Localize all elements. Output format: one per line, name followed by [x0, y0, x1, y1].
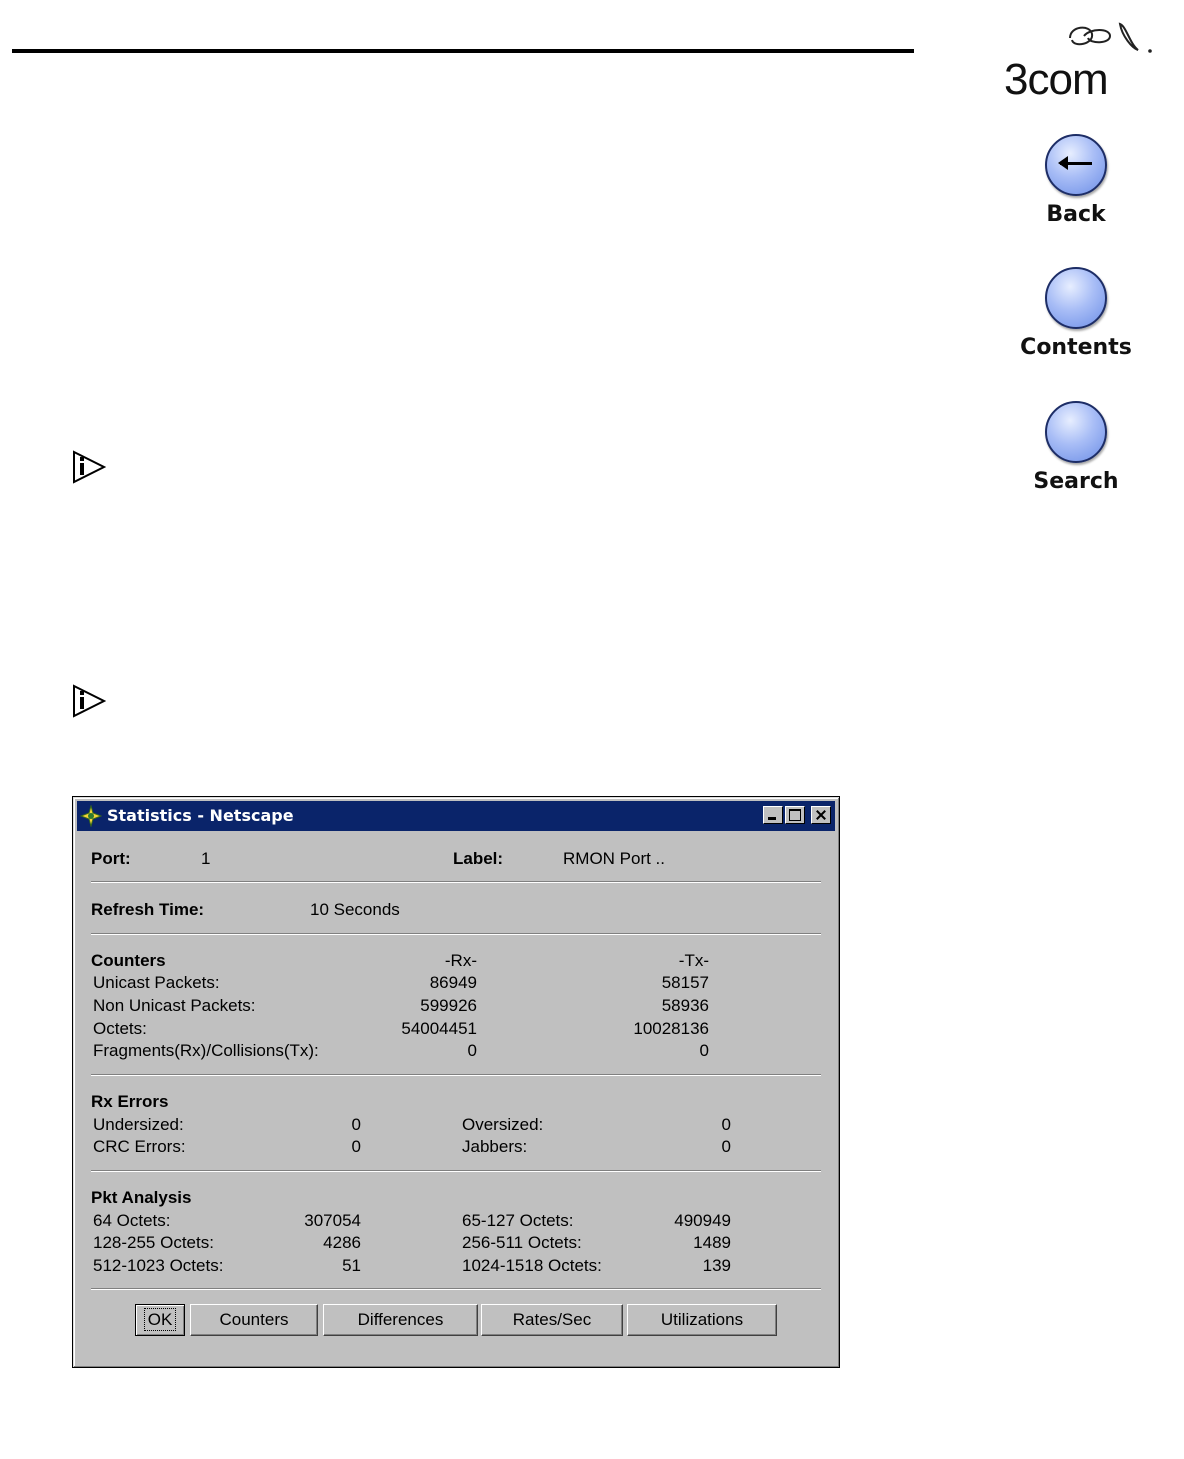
- divider: [91, 1074, 821, 1076]
- info-note-icon: [72, 684, 106, 718]
- divider: [91, 1288, 821, 1290]
- contents-label: Contents: [1020, 335, 1132, 360]
- label-label: Label:: [453, 849, 504, 868]
- pkt-value: 4286: [323, 1233, 361, 1252]
- logo-text: 3com: [1004, 55, 1108, 104]
- rx-errors-heading: Rx Errors: [91, 1092, 169, 1111]
- pkt-value: 139: [702, 1256, 731, 1275]
- rates-sec-button[interactable]: Rates/Sec: [481, 1304, 623, 1336]
- rx-error-value: 0: [721, 1115, 731, 1134]
- counters-heading: Counters: [91, 951, 166, 970]
- counter-rx-value: 599926: [420, 996, 477, 1015]
- pkt-analysis-heading: Pkt Analysis: [91, 1188, 192, 1207]
- divider: [91, 881, 821, 883]
- rx-error-value: 0: [721, 1137, 731, 1156]
- counter-rx-value: 0: [467, 1041, 477, 1060]
- counter-label: Octets:: [93, 1019, 147, 1038]
- pkt-label: 64 Octets:: [93, 1211, 171, 1230]
- minimize-icon[interactable]: [763, 806, 783, 824]
- pkt-value: 307054: [304, 1211, 361, 1230]
- label-value: RMON Port ..: [563, 849, 666, 868]
- ok-button[interactable]: [135, 1304, 185, 1336]
- 3com-logo-mark-icon: [1060, 18, 1155, 58]
- 3com-logo: [1000, 18, 1160, 108]
- search-button[interactable]: [1006, 401, 1146, 494]
- port-label: Port:: [91, 849, 131, 868]
- refresh-time-value: 10 Seconds: [310, 900, 400, 919]
- counter-rx-value: 54004451: [401, 1019, 477, 1038]
- pkt-label: 512-1023 Octets:: [93, 1256, 224, 1275]
- divider: [91, 933, 821, 935]
- window-title: Statistics - Netscape: [107, 806, 294, 825]
- back-arrow-icon: [1045, 134, 1107, 196]
- contents-button[interactable]: [1006, 267, 1146, 360]
- top-rule: [12, 49, 914, 53]
- info-note-icon: [72, 450, 106, 484]
- counters-button[interactable]: Counters: [190, 1304, 318, 1336]
- counter-label: Unicast Packets:: [93, 973, 220, 992]
- statistics-window: [72, 796, 840, 1368]
- back-label: Back: [1046, 202, 1106, 227]
- search-orb-icon: [1045, 401, 1107, 463]
- pkt-label: 1024-1518 Octets:: [462, 1256, 602, 1275]
- counter-tx-value: 58936: [661, 996, 709, 1015]
- counter-label: Non Unicast Packets:: [93, 996, 256, 1015]
- pkt-value: 1489: [693, 1233, 731, 1252]
- rx-error-value: 0: [351, 1137, 361, 1156]
- counter-tx-value: 10028136: [633, 1019, 709, 1038]
- contents-orb-icon: [1045, 267, 1107, 329]
- divider: [91, 1170, 821, 1172]
- search-label: Search: [1033, 469, 1119, 494]
- pkt-label: 256-511 Octets:: [462, 1233, 582, 1252]
- ok-button-label: OK: [144, 1308, 177, 1331]
- window-titlebar[interactable]: [77, 801, 835, 831]
- pkt-value: 490949: [674, 1211, 731, 1230]
- differences-button[interactable]: Differences: [323, 1304, 478, 1336]
- back-button[interactable]: [1006, 134, 1146, 227]
- port-value: 1: [201, 849, 211, 868]
- tx-header: -Tx-: [678, 951, 709, 970]
- rx-error-label: Undersized:: [93, 1115, 184, 1134]
- rx-error-label: Oversized:: [462, 1115, 544, 1134]
- refresh-time-label: Refresh Time:: [91, 900, 205, 919]
- close-icon[interactable]: [811, 806, 831, 824]
- rx-error-label: Jabbers:: [462, 1137, 528, 1156]
- maximize-icon[interactable]: [785, 806, 805, 824]
- counter-tx-value: 0: [699, 1041, 709, 1060]
- utilizations-button[interactable]: Utilizations: [627, 1304, 777, 1336]
- rx-error-value: 0: [351, 1115, 361, 1134]
- netscape-icon: [80, 805, 102, 827]
- pkt-label: 128-255 Octets:: [93, 1233, 214, 1252]
- counter-rx-value: 86949: [429, 973, 477, 992]
- rx-error-label: CRC Errors:: [93, 1137, 186, 1156]
- counter-tx-value: 58157: [661, 973, 709, 992]
- pkt-value: 51: [342, 1256, 361, 1275]
- rx-header: -Rx-: [444, 951, 477, 970]
- counter-label: Fragments(Rx)/Collisions(Tx):: [93, 1041, 319, 1060]
- pkt-label: 65-127 Octets:: [462, 1211, 574, 1230]
